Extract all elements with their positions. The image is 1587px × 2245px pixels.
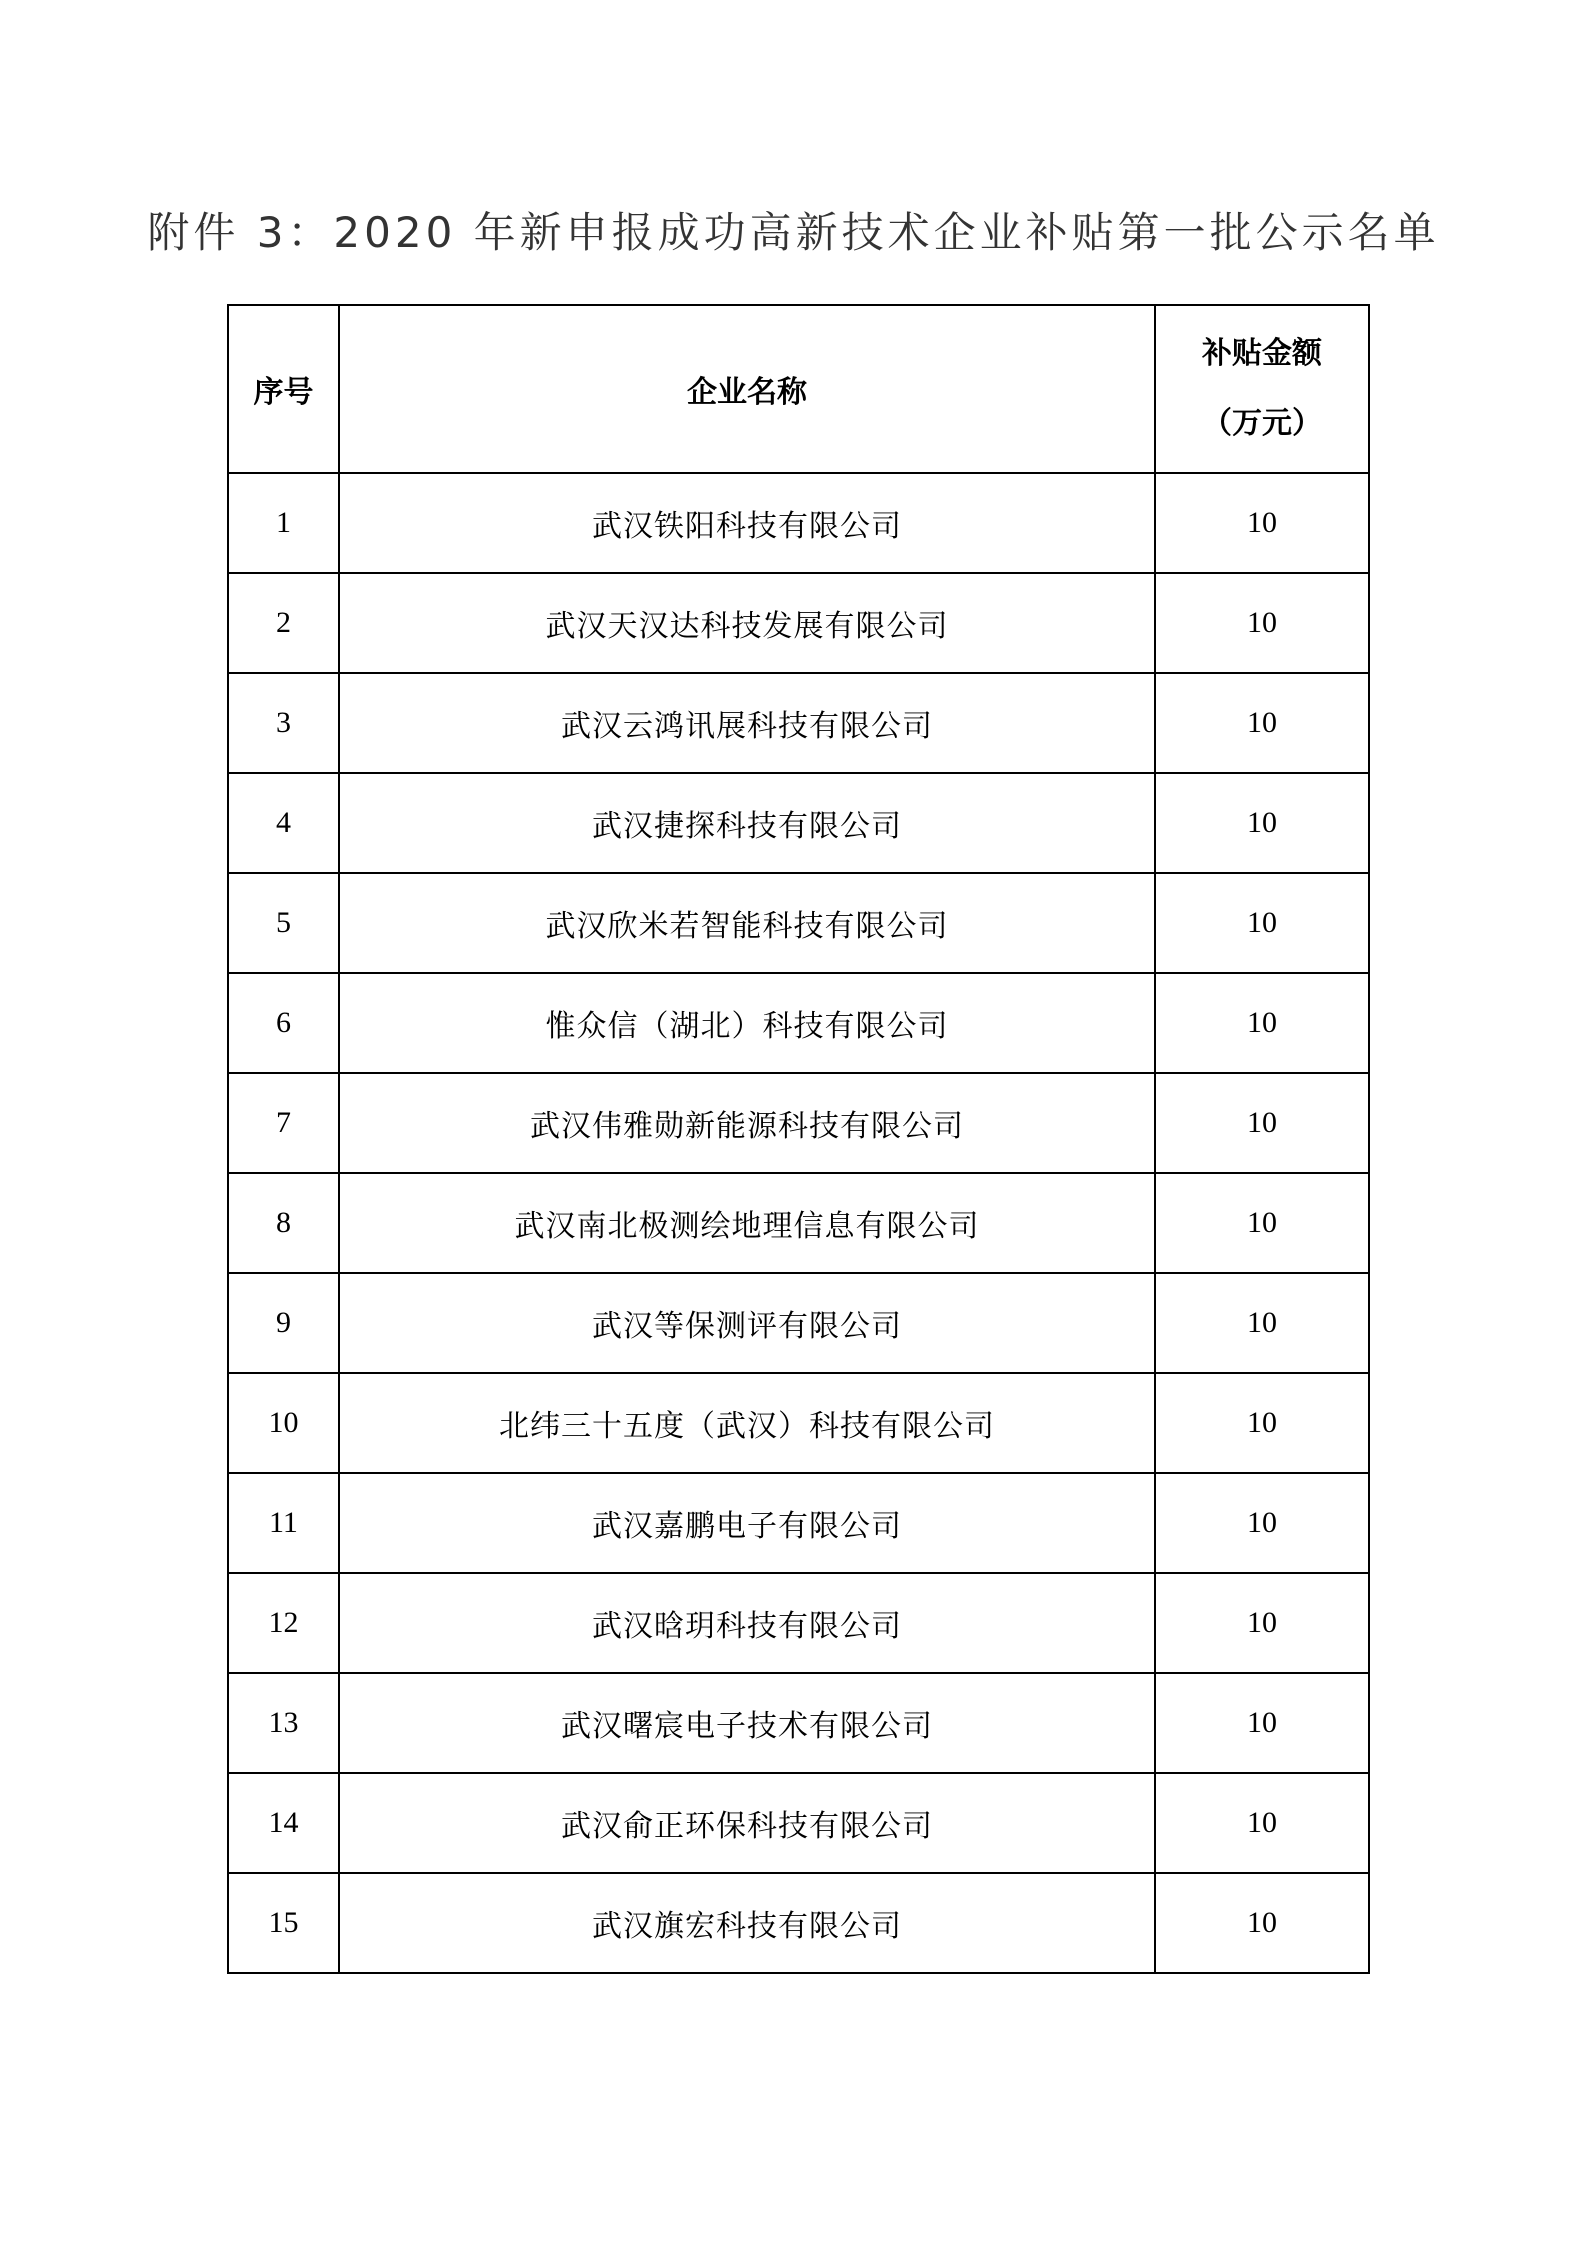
subsidy-amount-cell: 10 xyxy=(1155,1473,1369,1573)
subsidy-amount-cell: 10 xyxy=(1155,573,1369,673)
header-subsidy-amount-unit: （万元） xyxy=(1202,406,1322,441)
table-row xyxy=(228,1573,1369,1673)
company-name-cell: 武汉等保测评有限公司 xyxy=(339,1273,1155,1373)
company-name-cell: 北纬三十五度（武汉）科技有限公司 xyxy=(339,1373,1155,1473)
header-subsidy-amount xyxy=(1155,305,1369,473)
company-name-cell: 武汉捷探科技有限公司 xyxy=(339,773,1155,873)
subsidy-amount-cell: 10 xyxy=(1155,1873,1369,1973)
table-header xyxy=(228,305,1369,473)
subsidy-amount-cell: 10 xyxy=(1155,1373,1369,1473)
serial-number-cell: 12 xyxy=(228,1573,339,1673)
table-row xyxy=(228,1173,1369,1273)
serial-number-cell: 6 xyxy=(228,973,339,1073)
company-name-cell: 武汉伟雅勋新能源科技有限公司 xyxy=(339,1073,1155,1173)
company-name-cell: 武汉曙宸电子技术有限公司 xyxy=(339,1673,1155,1773)
subsidy-amount-cell: 10 xyxy=(1155,1173,1369,1273)
serial-number-cell: 4 xyxy=(228,773,339,873)
header-subsidy-amount-label: 补贴金额 xyxy=(1202,336,1322,371)
serial-number-cell: 3 xyxy=(228,673,339,773)
company-name-cell: 武汉铁阳科技有限公司 xyxy=(339,473,1155,573)
document-title: 附件 3：2020 年新申报成功高新技术企业补贴第一批公示名单 xyxy=(147,208,1440,257)
table-row xyxy=(228,1073,1369,1173)
subsidy-amount-cell: 10 xyxy=(1155,773,1369,873)
company-name-cell: 武汉嘉鹏电子有限公司 xyxy=(339,1473,1155,1573)
company-name-cell: 武汉天汉达科技发展有限公司 xyxy=(339,573,1155,673)
table-row xyxy=(228,1873,1369,1973)
serial-number-cell: 10 xyxy=(228,1373,339,1473)
header-company-name: 企业名称 xyxy=(339,305,1155,473)
subsidy-amount-cell: 10 xyxy=(1155,1573,1369,1673)
table-row xyxy=(228,873,1369,973)
table-row xyxy=(228,573,1369,673)
serial-number-cell: 2 xyxy=(228,573,339,673)
header-row xyxy=(228,305,1369,473)
table-row xyxy=(228,473,1369,573)
subsidy-amount-cell: 10 xyxy=(1155,973,1369,1073)
table-row xyxy=(228,973,1369,1073)
serial-number-cell: 7 xyxy=(228,1073,339,1173)
table-row xyxy=(228,773,1369,873)
subsidy-amount-cell: 10 xyxy=(1155,1073,1369,1173)
company-name-cell: 惟众信（湖北）科技有限公司 xyxy=(339,973,1155,1073)
serial-number-cell: 13 xyxy=(228,1673,339,1773)
subsidy-amount-cell: 10 xyxy=(1155,1273,1369,1373)
subsidy-amount-cell: 10 xyxy=(1155,673,1369,773)
serial-number-cell: 9 xyxy=(228,1273,339,1373)
company-name-cell: 武汉云鸿讯展科技有限公司 xyxy=(339,673,1155,773)
serial-number-cell: 8 xyxy=(228,1173,339,1273)
table-row xyxy=(228,1673,1369,1773)
table-row xyxy=(228,1773,1369,1873)
company-name-cell: 武汉旗宏科技有限公司 xyxy=(339,1873,1155,1973)
company-name-cell: 武汉欣米若智能科技有限公司 xyxy=(339,873,1155,973)
table-row xyxy=(228,1273,1369,1373)
serial-number-cell: 5 xyxy=(228,873,339,973)
subsidy-amount-cell: 10 xyxy=(1155,873,1369,973)
table-row xyxy=(228,1373,1369,1473)
table-row xyxy=(228,1473,1369,1573)
serial-number-cell: 14 xyxy=(228,1773,339,1873)
subsidy-amount-cell: 10 xyxy=(1155,1773,1369,1873)
subsidy-table xyxy=(227,304,1370,1974)
header-serial-number: 序号 xyxy=(228,305,339,473)
serial-number-cell: 11 xyxy=(228,1473,339,1573)
subsidy-amount-cell: 10 xyxy=(1155,473,1369,573)
serial-number-cell: 1 xyxy=(228,473,339,573)
subsidy-amount-cell: 10 xyxy=(1155,1673,1369,1773)
table-body xyxy=(228,473,1369,1973)
serial-number-cell: 15 xyxy=(228,1873,339,1973)
company-name-cell: 武汉俞正环保科技有限公司 xyxy=(339,1773,1155,1873)
company-name-cell: 武汉晗玥科技有限公司 xyxy=(339,1573,1155,1673)
table-row xyxy=(228,673,1369,773)
company-name-cell: 武汉南北极测绘地理信息有限公司 xyxy=(339,1173,1155,1273)
